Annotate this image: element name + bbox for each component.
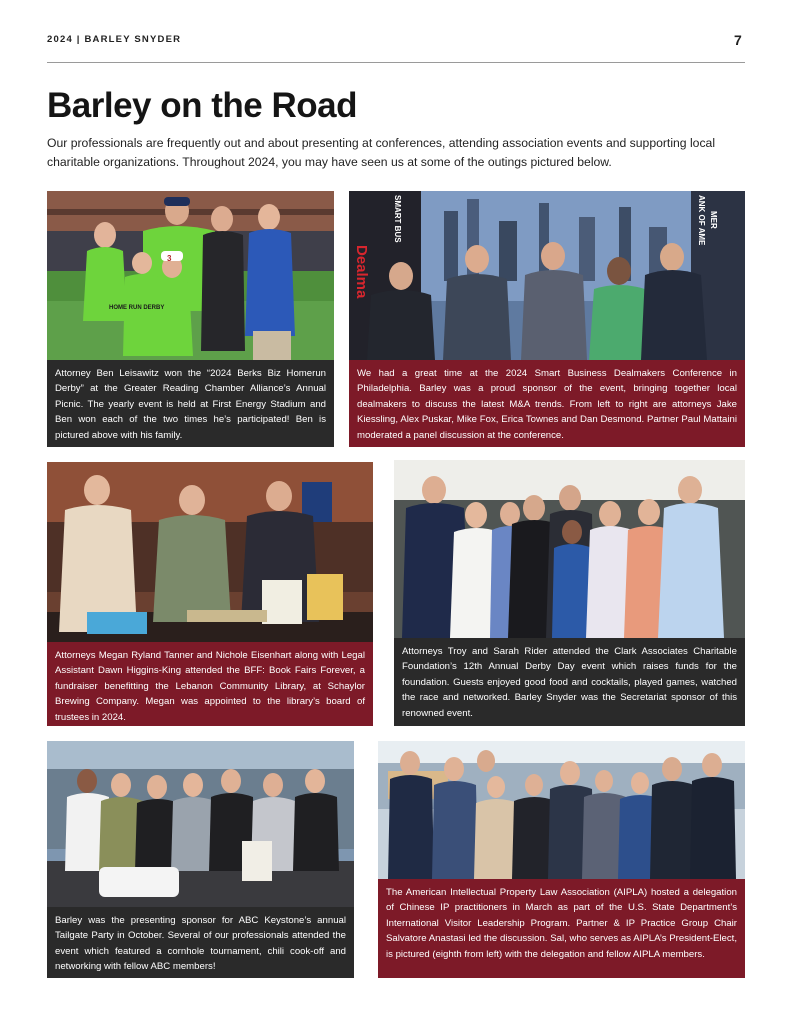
page-title: Barley on the Road	[47, 86, 357, 125]
intro-paragraph: Our professionals are frequently out and about presenting at conferences, attending association events and supporting local charitable organizations. Throughout 2024, you may have seen us at some of the outings pictured below.	[47, 136, 716, 169]
caption-dealmakers-conference: We had a great time at the 2024 Smart Business Dealmakers Conference in Philadelphia. Barley was a proud sponsor of the event, bringing together local dealmakers to discuss the latest M&A trends. From left to right are attorneys Jake Kiessling, Alex Puskar, Mike Fox, Erica Townes and Dan Desmond. Partner Paul Mattaini moderated a panel discussion at the conference.	[349, 360, 745, 447]
jersey-number: 3	[167, 254, 172, 263]
photo-derby-day	[394, 460, 745, 638]
photo-aipla-delegation	[378, 741, 745, 879]
derby-sign-text: HOME RUN DERBY	[109, 305, 165, 311]
photo-book-fairs-forever	[47, 462, 373, 642]
header-divider	[47, 62, 745, 63]
caption-derby-day: Attorneys Troy and Sarah Rider attended the Clark Associates Charitable Foundation’s 12th Annual Derby Day event which raises funds for the foundation. Guests enjoyed good food and cocktails, played games, watched the race and networked. Barley Snyder was the Secretariat sponsor of this renowned event.	[394, 638, 745, 726]
running-header: 2024 | BARLEY SNYDER	[47, 34, 182, 45]
caption-aipla-delegation: The American Intellectual Property Law Association (AIPLA) hosted a delegation of Chinese IP practitioners in March as part of the U.S. State Department’s International Visitor Leadership Program. Partner & IP Practice Group Chair Salvatore Anastasi led the discussion. Sal, who serves as AIPLA’s President-Elect, is pictured (eighth from left) with the delegation and fellow AIPLA members.	[378, 879, 745, 978]
caption-abc-tailgate: Barley was the presenting sponsor for ABC Keystone’s annual Tailgate Party in October. Several of our professionals attended the event which featured a cornhole tournament, chili cook-off and networking with fellow ABC members!	[47, 907, 354, 978]
photo-dealmakers-conference	[349, 191, 745, 360]
caption-book-fairs-forever: Attorneys Megan Ryland Tanner and Nichole Eisenhart along with Legal Assistant Dawn Higgins-King attended the BFF: Book Fairs Forever, a fundraiser benefitting the Lebanon Community Library, at Schaylor Brewing Company. Megan was appointed to the library’s board of trustees in 2024.	[47, 642, 373, 726]
caption-homerun-derby: Attorney Ben Leisawitz won the “2024 Berks Biz Homerun Derby” at the Greater Reading Chamber Alliance’s Annual Picnic. The yearly event is held at First Energy Stadium and Ben won each of the two times he’s participated! Ben is pictured above with his family.	[47, 360, 334, 447]
photo-homerun-derby	[47, 191, 334, 360]
banner-right-text-2: MER	[709, 211, 718, 229]
photo-abc-tailgate	[47, 741, 354, 907]
banner-right-text: ANK OF AME	[697, 195, 706, 246]
banner-left-big-text: Dealma	[353, 245, 370, 299]
page-number: 7	[734, 32, 742, 48]
banner-left-text: SMART BUS	[393, 195, 402, 243]
